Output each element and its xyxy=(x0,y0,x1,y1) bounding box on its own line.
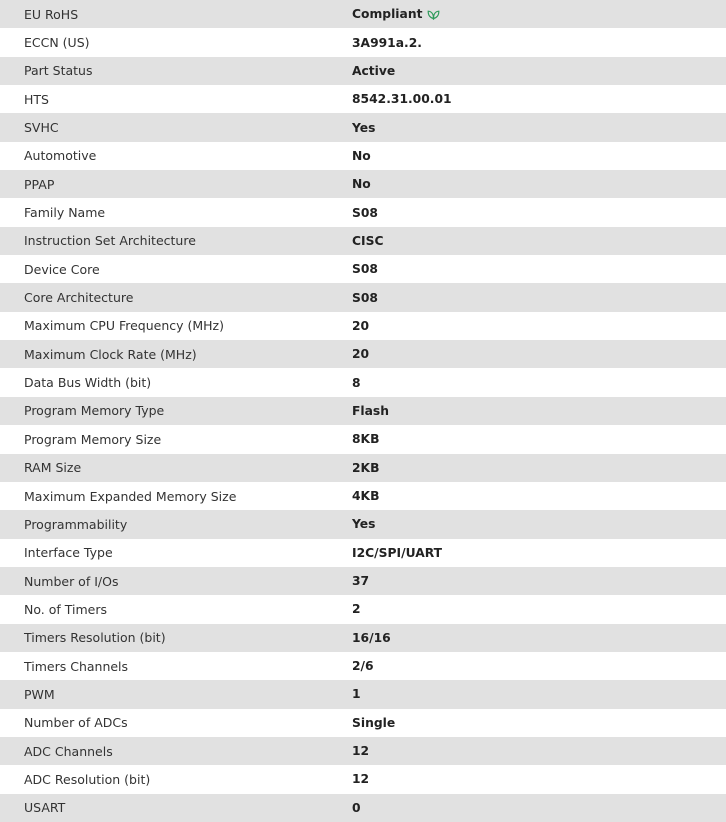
spec-label: Core Architecture xyxy=(24,290,134,306)
spec-label: Maximum CPU Frequency (MHz) xyxy=(24,318,224,334)
spec-value-cell xyxy=(352,283,726,311)
spec-label: Timers Channels xyxy=(24,658,129,674)
spec-value-cell xyxy=(352,312,726,340)
spec-label: Data Bus Width (bit) xyxy=(24,375,152,391)
spec-value-cell xyxy=(352,539,726,567)
spec-value: CISC xyxy=(352,233,384,248)
spec-value: Yes xyxy=(352,120,376,135)
spec-row-no-of-timers xyxy=(0,595,726,623)
spec-label: ADC Resolution (bit) xyxy=(24,771,151,787)
spec-row-maximum-clock-rate-mhz xyxy=(0,340,726,368)
spec-value-cell xyxy=(352,454,726,482)
spec-value-cell xyxy=(352,567,726,595)
spec-row-number-of-adcs xyxy=(0,709,726,737)
spec-value-cell xyxy=(352,85,726,113)
spec-value: 4KB xyxy=(352,489,380,504)
spec-value-cell xyxy=(352,170,726,198)
spec-value: 2/6 xyxy=(352,659,374,674)
spec-label: Device Core xyxy=(24,261,100,277)
spec-value: Single xyxy=(352,715,396,730)
spec-value-cell xyxy=(352,397,726,425)
spec-value: Active xyxy=(352,63,396,78)
spec-value-cell xyxy=(352,652,726,680)
spec-label: Maximum Clock Rate (MHz) xyxy=(24,346,197,362)
spec-value: 37 xyxy=(352,574,370,589)
spec-value-cell xyxy=(352,198,726,226)
spec-row-automotive xyxy=(0,142,726,170)
spec-value: 20 xyxy=(352,318,370,333)
spec-label: Programmability xyxy=(24,516,128,532)
leaf-icon xyxy=(427,9,440,20)
spec-value: Compliant xyxy=(352,7,423,22)
spec-value-cell xyxy=(352,595,726,623)
spec-row-program-memory-size xyxy=(0,425,726,453)
spec-value: 1 xyxy=(352,687,361,702)
spec-row-ppap xyxy=(0,170,726,198)
spec-row-part-status xyxy=(0,57,726,85)
spec-row-number-of-i-os xyxy=(0,567,726,595)
spec-row-maximum-cpu-frequency-mhz xyxy=(0,312,726,340)
spec-row-timers-channels xyxy=(0,652,726,680)
spec-value-cell xyxy=(352,368,726,396)
spec-value-cell xyxy=(352,709,726,737)
spec-row-usart xyxy=(0,794,726,822)
spec-label: Automotive xyxy=(24,148,97,164)
spec-value-cell xyxy=(352,340,726,368)
spec-value-cell xyxy=(352,510,726,538)
spec-value: 8 xyxy=(352,375,361,390)
spec-label: HTS xyxy=(24,91,49,107)
spec-row-family-name xyxy=(0,198,726,226)
spec-value: 2KB xyxy=(352,460,380,475)
spec-value-cell xyxy=(352,680,726,708)
spec-value: Yes xyxy=(352,517,376,532)
spec-row-pwm xyxy=(0,680,726,708)
spec-value: 0 xyxy=(352,800,361,815)
spec-label: PWM xyxy=(24,686,55,702)
spec-value: 12 xyxy=(352,772,370,787)
spec-row-eu-rohs xyxy=(0,0,726,28)
spec-value: 20 xyxy=(352,347,370,362)
spec-label: Timers Resolution (bit) xyxy=(24,630,166,646)
spec-label: RAM Size xyxy=(24,460,82,476)
spec-value: 8KB xyxy=(352,432,380,447)
spec-value: 16/16 xyxy=(352,630,391,645)
spec-row-instruction-set-architecture xyxy=(0,227,726,255)
spec-label: Program Memory Size xyxy=(24,431,162,447)
spec-row-adc-resolution-bit xyxy=(0,765,726,793)
spec-value: 2 xyxy=(352,602,361,617)
spec-label: Maximum Expanded Memory Size xyxy=(24,488,237,504)
spec-label: Instruction Set Architecture xyxy=(24,233,196,249)
spec-value: 3A991a.2. xyxy=(352,35,422,50)
spec-value-cell xyxy=(352,28,726,56)
spec-row-maximum-expanded-memory-size xyxy=(0,482,726,510)
spec-value-cell xyxy=(352,425,726,453)
spec-value: No xyxy=(352,177,371,192)
spec-value: I2C/SPI/UART xyxy=(352,545,443,560)
spec-row-data-bus-width-bit xyxy=(0,368,726,396)
spec-row-adc-channels xyxy=(0,737,726,765)
spec-label: No. of Timers xyxy=(24,601,107,617)
spec-row-eccn-us xyxy=(0,28,726,56)
spec-label: SVHC xyxy=(24,120,59,136)
spec-value-cell xyxy=(352,0,726,28)
spec-label: Interface Type xyxy=(24,545,113,561)
spec-value-cell xyxy=(352,794,726,822)
spec-row-svhc xyxy=(0,113,726,141)
spec-value: 12 xyxy=(352,744,370,759)
spec-value-cell xyxy=(352,737,726,765)
spec-label: ADC Channels xyxy=(24,743,113,759)
spec-row-programmability xyxy=(0,510,726,538)
spec-label: EU RoHS xyxy=(24,6,79,22)
spec-value-cell xyxy=(352,142,726,170)
spec-value-cell xyxy=(352,255,726,283)
spec-label: Part Status xyxy=(24,63,93,79)
spec-value: No xyxy=(352,148,371,163)
spec-value: 8542.31.00.01 xyxy=(352,92,452,107)
spec-row-device-core xyxy=(0,255,726,283)
spec-label: ECCN (US) xyxy=(24,35,90,51)
spec-label: Program Memory Type xyxy=(24,403,165,419)
spec-value: S08 xyxy=(352,290,378,305)
spec-value: S08 xyxy=(352,205,378,220)
spec-value-cell xyxy=(352,57,726,85)
spec-row-core-architecture xyxy=(0,283,726,311)
spec-label: USART xyxy=(24,800,66,816)
spec-label: Family Name xyxy=(24,205,106,221)
spec-row-timers-resolution-bit xyxy=(0,624,726,652)
spec-value: Flash xyxy=(352,403,389,418)
spec-row-hts xyxy=(0,85,726,113)
spec-value-cell xyxy=(352,624,726,652)
spec-row-interface-type xyxy=(0,539,726,567)
spec-label: Number of I/Os xyxy=(24,573,119,589)
spec-value-cell xyxy=(352,482,726,510)
spec-value-cell xyxy=(352,113,726,141)
spec-value-cell xyxy=(352,227,726,255)
spec-value: S08 xyxy=(352,262,378,277)
spec-row-program-memory-type xyxy=(0,397,726,425)
spec-row-ram-size xyxy=(0,454,726,482)
spec-label: PPAP xyxy=(24,176,55,192)
spec-value-cell xyxy=(352,765,726,793)
spec-label: Number of ADCs xyxy=(24,715,128,731)
